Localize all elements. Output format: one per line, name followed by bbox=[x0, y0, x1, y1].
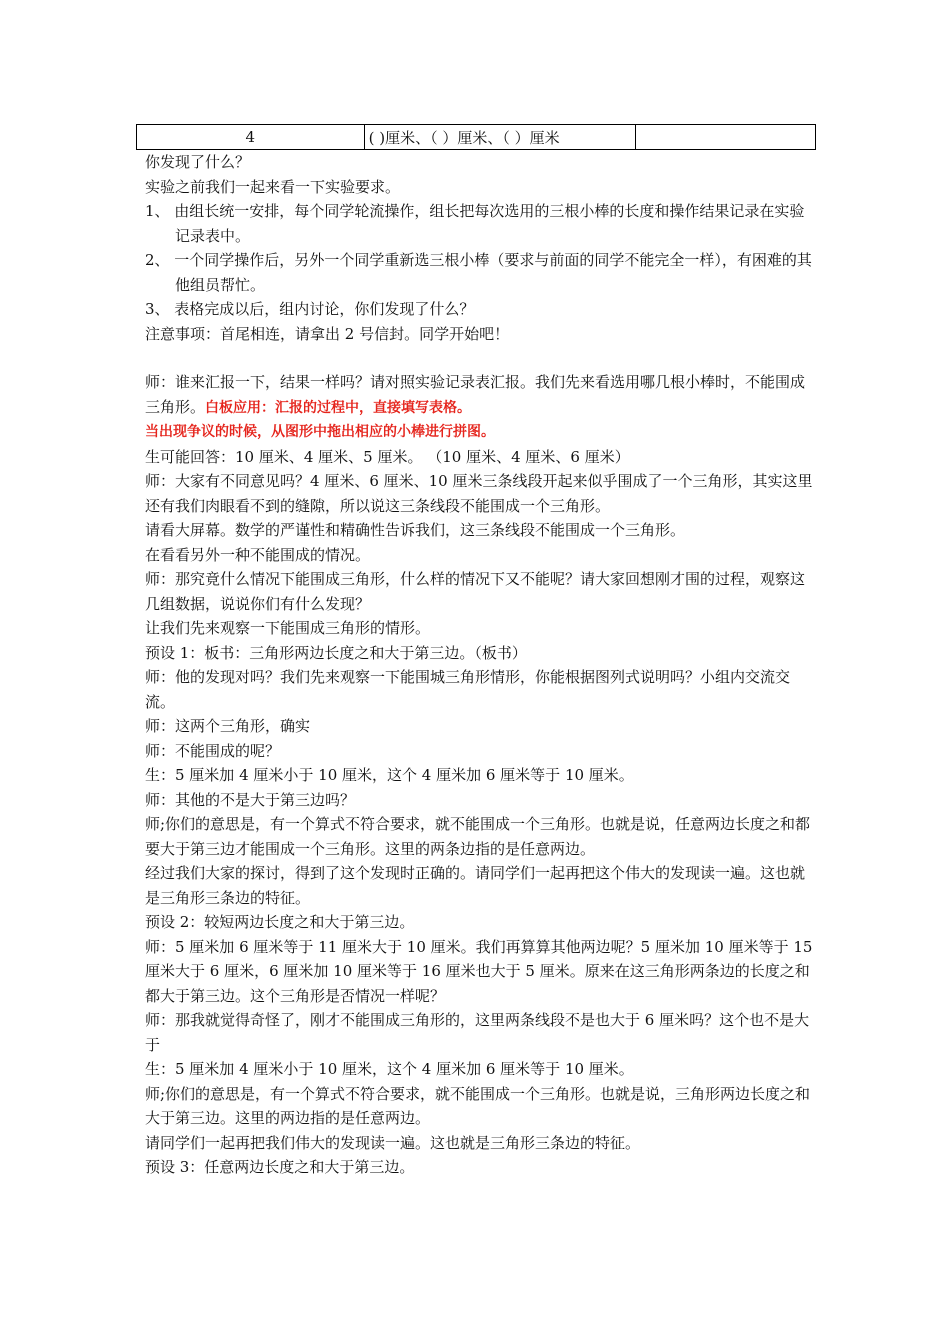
requirement-item: 3、 表格完成以后，组内讨论，你们发现了什么？ bbox=[145, 300, 475, 318]
paragraph-text: 师：谁来汇报一下，结果一样吗？请对照实验记录表汇报。我们先来看选用哪几根小棒时，不能围成三角形。 bbox=[145, 373, 806, 416]
paragraph: 生：5 厘米加 4 厘米小于 10 厘米，这个 4 厘米加 6 厘米等于 10 厘米。 bbox=[145, 766, 634, 784]
paragraph: 师：那我就觉得奇怪了，刚才不能围成三角形的，这里两条线段不是也大于 6 厘米吗？这个也不是大于 bbox=[145, 1011, 810, 1054]
paragraph: 师：不能围成的呢？ bbox=[145, 741, 281, 760]
paragraph: 预设 1：板书：三角形两边长度之和大于第三边。（板书） bbox=[145, 643, 527, 662]
paragraph: 预设 3：任意两边长度之和大于第三边。 bbox=[145, 1158, 415, 1176]
whiteboard-note: 当出现争议的时候，从图形中拖出相应的小棒进行拼图。 bbox=[145, 424, 495, 440]
paragraph: 师：5 厘米加 6 厘米等于 11 厘米大于 10 厘米。我们再算算其他两边呢？5 厘米加 10 厘米等于 15 厘米大于 6 厘米，6 厘米加 10 厘米等于 16 厘米也大于 5 厘米。原来在这三角形两条边的长度之和都大于第三边。这个三角形是否情况一样呢？ bbox=[145, 937, 813, 1005]
table-row bbox=[137, 125, 816, 150]
paragraph: 师;你们的意思是，有一个算式不符合要求，就不能围成一个三角形。也就是说，任意两边长度之和都要大于第三边才能围成一个三角形。这里的两条边指的是任意两边。 bbox=[145, 815, 811, 858]
paragraph bbox=[145, 370, 817, 420]
paragraph: 经过我们大家的探讨，得到了这个发现时正确的。请同学们一起再把这个伟大的发现读一遍。这也就是三角形三条边的特征。 bbox=[145, 864, 806, 907]
table-cell-lengths: ( )厘米、（ ）厘米、（ ）厘米 bbox=[364, 125, 636, 150]
paragraph: 请看大屏幕。数学的严谨性和精确性告诉我们，这三条线段不能围成一个三角形。 bbox=[145, 521, 686, 539]
paragraph: 师：其他的不是大于第三边吗？ bbox=[145, 790, 356, 809]
paragraph: 在看看另外一种不能围成的情况。 bbox=[145, 545, 371, 564]
requirement-item: 1、 由组长统一安排，每个同学轮流操作，组长把每次选用的三根小棒的长度和操作结果记录在实验记录表中。 bbox=[145, 202, 805, 245]
requirement-item: 2、 一个同学操作后，另外一个同学重新选三根小棒（要求与前面的同学不能完全一样），有困难的其他组员帮忙。 bbox=[145, 251, 812, 294]
paragraph: 师;你们的意思是，有一个算式不符合要求，就不能围成一个三角形。也就是说，三角形两边长度之和大于第三边。这里的两边指的是任意两边。 bbox=[145, 1084, 811, 1127]
paragraph: 你发现了什么？ bbox=[145, 153, 251, 171]
table-cell-result bbox=[636, 125, 816, 150]
document-body bbox=[145, 150, 817, 1180]
table-cell-number: 4 bbox=[137, 125, 365, 150]
whiteboard-note: 白板应用：汇报的过程中，直接填写表格。 bbox=[205, 399, 472, 416]
paragraph: 生：5 厘米加 4 厘米小于 10 厘米，这个 4 厘米加 6 厘米等于 10 厘米。 bbox=[145, 1060, 634, 1078]
paragraph: 预设 2：较短两边长度之和大于第三边。 bbox=[145, 913, 415, 931]
experiment-record-table bbox=[136, 124, 816, 150]
paragraph: 师：大家有不同意见吗？4 厘米、6 厘米、10 厘米三条线段开起来似乎围成了一个三角形，其实这里还有我们肉眼看不到的缝隙，所以说这三条线段不能围成一个三角形。 bbox=[145, 472, 813, 515]
blank-line bbox=[145, 346, 817, 370]
paragraph: 注意事项：首尾相连，请拿出 2 号信封。同学开始吧！ bbox=[145, 324, 510, 343]
paragraph: 师：这两个三角形，确实 bbox=[145, 717, 311, 735]
paragraph: 实验之前我们一起来看一下实验要求。 bbox=[145, 177, 401, 196]
paragraph: 师：他的发现对吗？我们先来观察一下能围城三角形情形，你能根据图列式说明吗？小组内交流交流。 bbox=[145, 668, 791, 711]
paragraph: 师：那究竟什么情况下能围成三角形，什么样的情况下又不能呢？请大家回想刚才围的过程，观察这几组数据，说说你们有什么发现？ bbox=[145, 570, 806, 613]
paragraph: 让我们先来观察一下能围成三角形的情形。 bbox=[145, 619, 431, 637]
paragraph: 生可能回答：10 厘米、4 厘米、5 厘米。 （10 厘米、4 厘米、6 厘米） bbox=[145, 447, 630, 466]
paragraph: 请同学们一起再把我们伟大的发现读一遍。这也就是三角形三条边的特征。 bbox=[145, 1133, 641, 1152]
